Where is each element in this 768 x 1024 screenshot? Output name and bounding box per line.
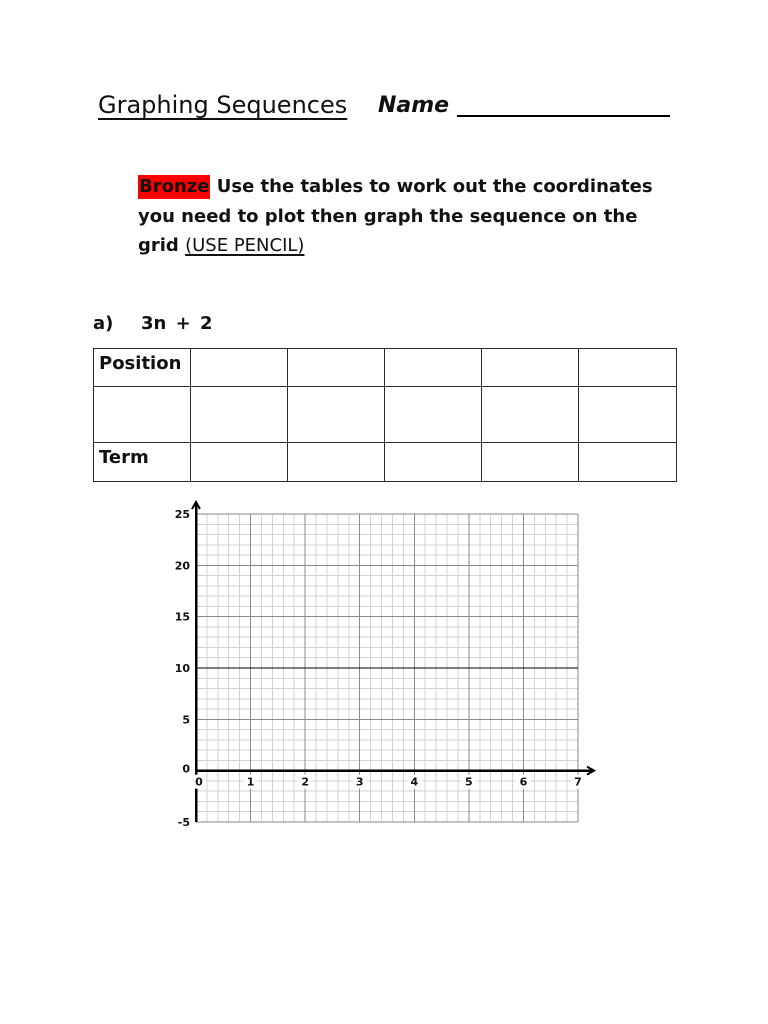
question-expression: 3n + 2 bbox=[141, 313, 213, 334]
y-tick-label: 25 bbox=[174, 508, 190, 521]
table-cell[interactable] bbox=[482, 443, 579, 482]
y-tick-label: 20 bbox=[174, 559, 190, 573]
table-cell[interactable] bbox=[482, 387, 579, 443]
row-label-term: Term bbox=[94, 443, 191, 482]
y-tick-label: -5 bbox=[177, 816, 190, 829]
question-label: a) bbox=[93, 313, 114, 334]
instructions-text-3: grid bbox=[138, 235, 179, 256]
table-cell[interactable] bbox=[482, 349, 579, 387]
row-label-position: Position bbox=[94, 349, 191, 387]
instructions-line-1 bbox=[138, 172, 653, 202]
graph-grid[interactable] bbox=[160, 495, 610, 835]
use-pencil-note: (USE PENCIL) bbox=[185, 235, 305, 256]
table-cell[interactable] bbox=[191, 443, 288, 482]
bronze-badge: Bronze bbox=[139, 176, 210, 197]
instructions-line-2: you need to plot then graph the sequence on the bbox=[138, 205, 638, 227]
table-cell[interactable] bbox=[191, 349, 288, 387]
name-label: Name bbox=[378, 93, 450, 118]
table-cell[interactable] bbox=[288, 443, 385, 482]
sequence-table bbox=[93, 348, 677, 482]
graph-grid-svg bbox=[160, 495, 610, 835]
table-cell[interactable] bbox=[385, 387, 482, 443]
table-row-position bbox=[94, 349, 677, 387]
table-cell[interactable] bbox=[385, 443, 482, 482]
y-tick-label: 10 bbox=[174, 662, 190, 675]
x-tick-label: 5 bbox=[465, 775, 473, 789]
instructions-text-1: Use the tables to work out the coordinates bbox=[216, 176, 653, 197]
table-row-term bbox=[94, 443, 677, 482]
instructions-line-3 bbox=[138, 231, 653, 261]
row-label-blank bbox=[94, 387, 191, 443]
table-row-working bbox=[94, 387, 677, 443]
x-tick-label: 7 bbox=[574, 775, 582, 789]
x-tick-label: 4 bbox=[410, 775, 419, 789]
table-cell[interactable] bbox=[385, 349, 482, 387]
y-tick-label: 0 bbox=[182, 762, 190, 776]
table-cell[interactable] bbox=[579, 387, 677, 443]
table-cell[interactable] bbox=[579, 443, 677, 482]
y-tick-label: 15 bbox=[174, 610, 190, 624]
x-tick-label: 6 bbox=[519, 775, 528, 789]
x-tick-label: 3 bbox=[355, 775, 364, 789]
table-cell[interactable] bbox=[579, 349, 677, 387]
x-tick-label: 2 bbox=[301, 775, 309, 789]
table-cell[interactable] bbox=[288, 349, 385, 387]
x-tick-label: 1 bbox=[246, 775, 255, 789]
name-field[interactable] bbox=[457, 115, 670, 117]
x-tick-label: 0 bbox=[195, 775, 203, 789]
table-cell[interactable] bbox=[191, 387, 288, 443]
page-title: Graphing Sequences bbox=[98, 91, 348, 119]
y-tick-label: 5 bbox=[182, 713, 190, 727]
instructions bbox=[138, 172, 653, 261]
table-cell[interactable] bbox=[288, 387, 385, 443]
